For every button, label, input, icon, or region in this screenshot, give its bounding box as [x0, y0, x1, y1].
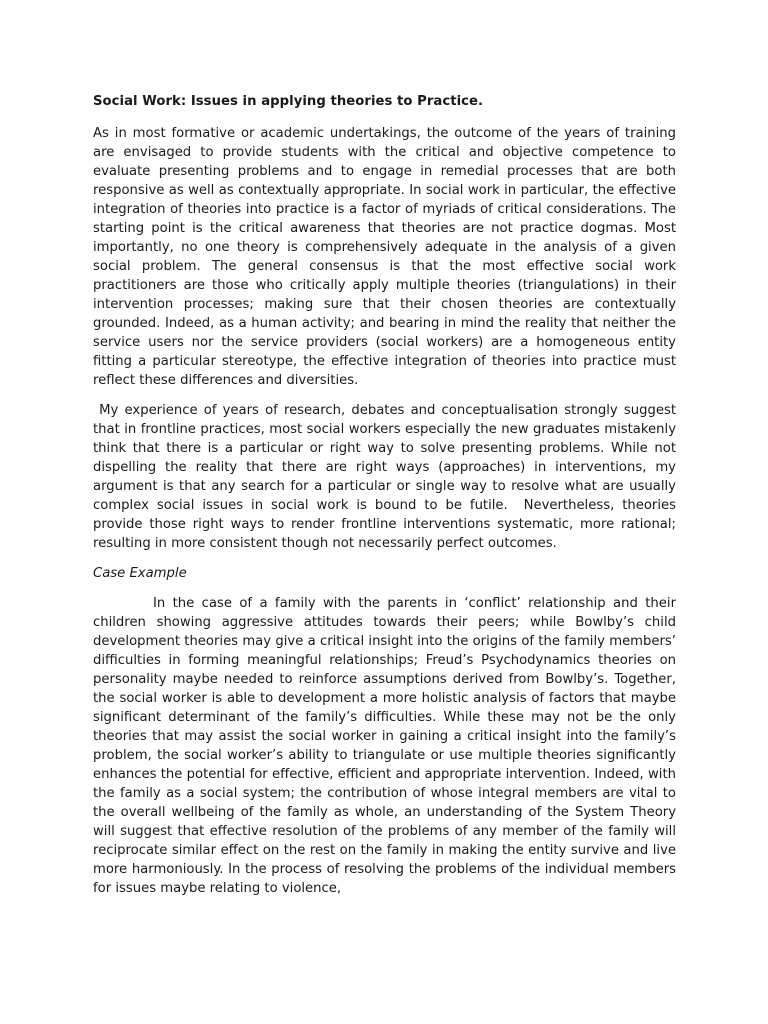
document-page — [93, 92, 681, 909]
paragraph-case-example: In the case of a family with the parents in ‘conflict’ relationship and their children showing aggressive attitudes towards their peers; while Bowlby’s child development theories may give a critical insight into the origins of the family members’ difficulties in forming meaningful relationships; Freud’s Psychodynamics theories on personality maybe needed to reinforce assumptions derived from Bowlby’s. Together, the social worker is able to development a more holistic analysis of factors that maybe significant determinant of the family’s difficulties. While these may not be the only theories that may assist the social worker in gaining a critical insight into the family’s problem, the social worker’s ability to triangulate or use multiple theories significantly enhances the potential for effective, efficient and appropriate intervention. Indeed, with the family as a social system; the contribution of whose integral members are vital to the overall wellbeing of the family as whole, an understanding of the System Theory will suggest that effective resolution of the problems of any member of the family will reciprocate similar effect on the rest on the family in making the entity survive and live more harmoniously. In the process of resolving the problems of the individual members for issues maybe relating to violence, — [93, 596, 676, 896]
paragraph-experience: My experience of years of research, debates and conceptualisation strongly suggest that in frontline practices, most social workers especially the new graduates mistakenly think that there is a particular or right way to solve presenting problems. While not dispelling the reality that there are right ways (approaches) in interventions, my argument is that any search for a particular or single way to resolve what are usually complex social issues in social work is bound to be futile. Nevertheless, theories provide those right ways to render frontline interventions systematic, more rational; resulting in more consistent though not necessarily perfect outcomes. — [93, 403, 681, 551]
paragraph-intro: As in most formative or academic undertakings, the outcome of the years of training are envisaged to provide students with the critical and objective competence to evaluate presenting problems and to engage in remedial processes that are both responsive as well as contextually appropriate. In social work in particular, the effective integration of theories into practice is a factor of myriads of critical considerations. The starting point is the critical awareness that theories are not practice dogmas. Most importantly, no one theory is comprehensively adequate in the analysis of a given social problem. The general consensus is that the most effective social work practitioners are those who critically apply multiple theories (triangulations) in their intervention processes; making sure that their chosen theories are contextually grounded. Indeed, as a human activity; and bearing in mind the reality that neither the service users nor the service providers (social workers) are a homogeneous entity fitting a particular stereotype, the effective integration of theories into practice must reflect these differences and diversities. — [93, 126, 676, 388]
document-title: Social Work: Issues in applying theories to Practice. — [93, 94, 484, 109]
case-example-heading: Case Example — [93, 566, 187, 581]
